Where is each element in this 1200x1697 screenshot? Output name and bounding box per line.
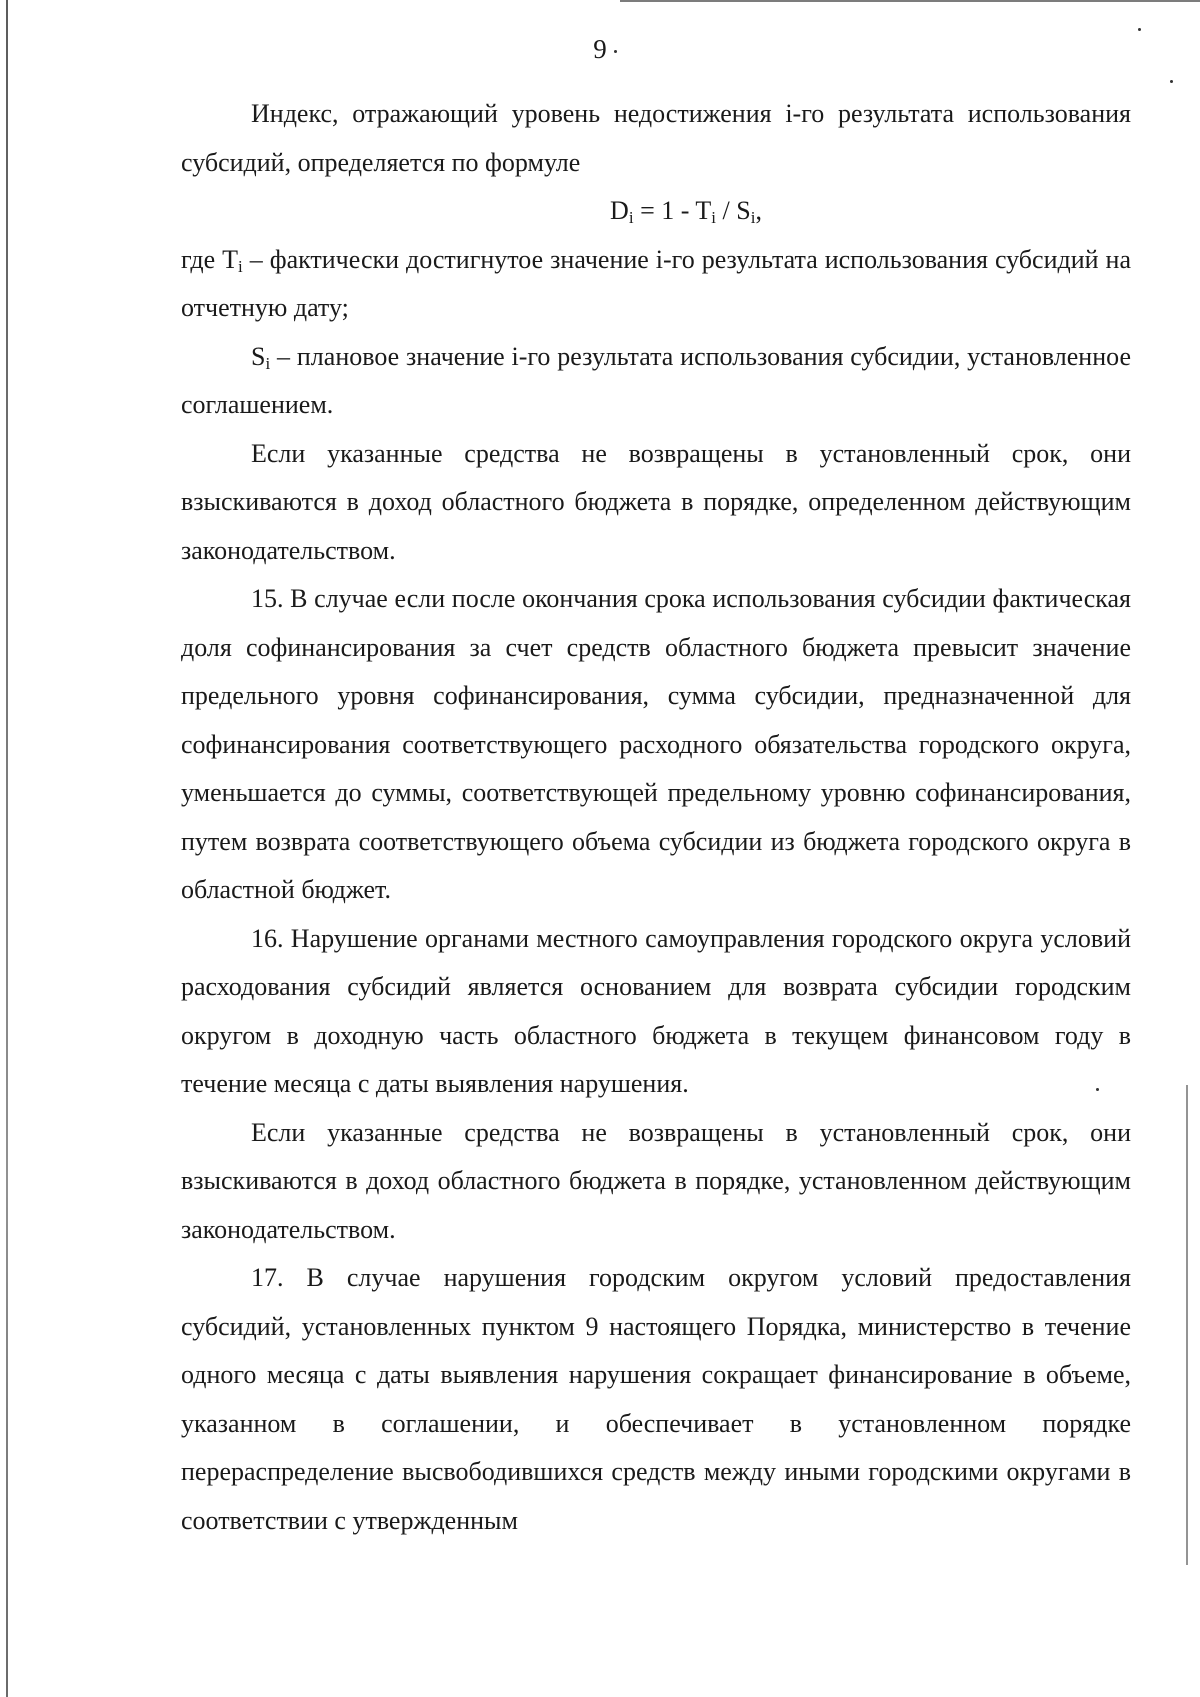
formula-eq: = 1 - T <box>633 196 712 225</box>
si-rest: – плановое значение i-го результата использования субсидии, установленное соглашением. <box>181 341 1131 419</box>
ti-subscript: i <box>238 256 243 276</box>
page-number: 9 <box>593 34 607 64</box>
paragraph-15: 15. В случае если после окончания срока использования субсидии фактическая доля софинансирования за счет средств областного бюджета превысит значение предельного уровня софинансирования, сумма субсидии, предназначенной для софинансирования соответствующего расходного обязательства городского округа, уменьшается до суммы, соответствующей предельному уровню софинансирования, путем возврата соответствующего объема субсидии из бюджета городского округа в областной бюджет. <box>181 584 1131 904</box>
paragraph-17: 17. В случае нарушения городским округом условий предоставления субсидий, установленных пунктом 9 настоящего Порядка, министерство в течение одного месяца с даты выявления нарушения сокращает финансирование в объеме, указанном в соглашении, и обеспечивает в установленном порядке перераспределение высвободившихся средств между иными городскими округами в соответствии с утвержденным <box>181 1263 1131 1535</box>
paragraph-index-definition: Индекс, отражающий уровень недостижения i-го результата использования субсидий, определяется по формуле <box>181 99 1131 177</box>
scan-right-edge <box>1186 1085 1188 1565</box>
formula-slash: / S <box>716 196 751 225</box>
si-prefix: S <box>251 341 266 371</box>
document-body <box>181 90 1131 1545</box>
formula-t-subscript: i <box>711 208 717 227</box>
scan-left-edge <box>6 0 8 1697</box>
scan-speck <box>1170 80 1173 83</box>
formula-tail: , <box>755 196 762 225</box>
paragraph-si-definition <box>181 333 1131 430</box>
ti-prefix: где T <box>181 244 239 274</box>
paragraph-16: 16. Нарушение органами местного самоуправления городского округа условий расходования субсидий является основанием для возврата субсидии городским округом в доходную часть областного бюджета в текущем финансовом году в течение месяца с даты выявления нарушения. <box>181 923 1131 1098</box>
scan-speck <box>1138 28 1141 31</box>
paragraph-ti-definition <box>181 236 1131 333</box>
formula-d-subscript: i <box>628 208 634 227</box>
formula-s-subscript: i <box>750 208 756 227</box>
ti-rest: – фактически достигнутое значение i-го результата использования субсидий на отчетную дату; <box>181 244 1131 322</box>
scan-top-edge <box>620 0 1200 2</box>
formula-d: D <box>610 196 629 225</box>
paragraph-return-note-1: Если указанные средства не возвращены в установленный срок, они взыскиваются в доход областного бюджета в порядке, определенном действующим законодательством. <box>181 438 1131 565</box>
formula <box>181 187 1131 236</box>
paragraph-return-note-2: Если указанные средства не возвращены в установленный срок, они взыскиваются в доход областного бюджета в порядке, установленном действующим законодательством. <box>181 1117 1131 1244</box>
si-subscript: i <box>265 353 271 373</box>
